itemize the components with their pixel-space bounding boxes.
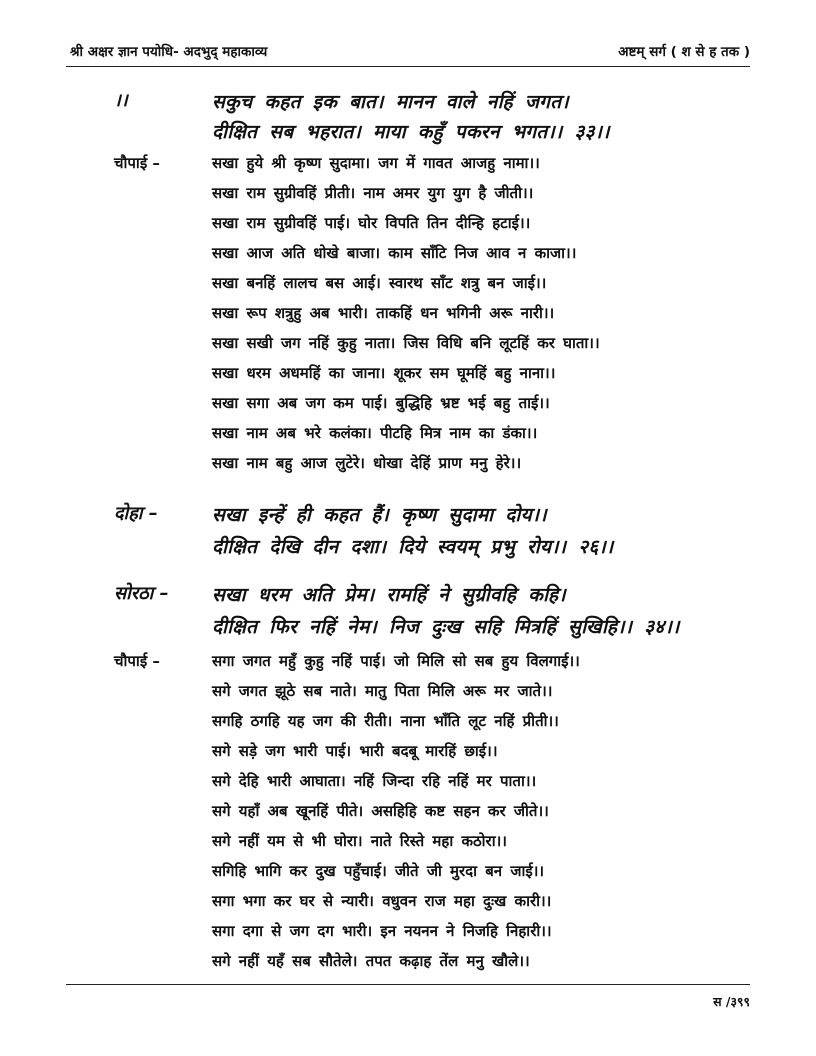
verse-line: सखा रूप शत्रुहु अब भारी। ताकहिं धन भगिनी अरू नारी।। xyxy=(212,304,555,322)
section-label-sortha: सोरठा – xyxy=(114,583,169,604)
verse-line: सगे यहाँ अब खूनहिं पीते। असहिहि कष्ट सहन कर जीते।। xyxy=(212,802,549,820)
verse-line: सकुच कहत इक बात। मानन वाले नहिं जगत। xyxy=(212,91,569,113)
section-label-doha: दोहा – xyxy=(114,503,158,524)
running-header-chapter: अष्टम् सर्ग ( श से ह तक ) xyxy=(618,44,750,60)
verse-line: सखा राम सुग्रीवहिं पाई। घोर विपति तिन दीन्हि हटाई।। xyxy=(212,214,531,232)
section-label-chaupai: चौपाई – xyxy=(114,652,160,670)
verse-line: सखा आज अति धोखे बाजा। काम साँटि निज आव न काजा।। xyxy=(212,244,577,262)
verse-line: सगे सड़े जग भारी पाई। भारी बदबू मारहिं छाई।। xyxy=(212,742,498,760)
verse-line: सगहि ठगहि यह जग की रीती। नाना भाँति लूट नहिं प्रीती।। xyxy=(212,712,559,730)
verse-line: दीक्षित देखि दीन दशा। दिये स्वयम् प्रभु रोय।। २६।। xyxy=(212,536,614,558)
verse-line: दीक्षित सब भहरात। माया कहुँ पकरन भगत।। ३३।। xyxy=(212,121,610,143)
verse-line: दीक्षित फिर नहिं नेम। निज दुःख सहि मित्रहिं सुखिहि।। ३४।। xyxy=(212,616,680,638)
verse-line: सखा सखी जग नहिं कुहु नाता। जिस विधि बनि लूटहिं कर घाता।। xyxy=(212,334,600,352)
header-rule xyxy=(66,66,750,67)
verse-line: सखा राम सुग्रीवहिं प्रीती। नाम अमर युग युग है जीती।। xyxy=(212,184,534,202)
verse-line: सगे नहीं यम से भी घोरा। नाते रिस्ते महा कठोरा।। xyxy=(212,832,507,850)
verse-line: सखा नाम बहु आज लुटेरे। धोखा देहिं प्राण मनु हेरे।। xyxy=(212,454,522,472)
page-number: स /३९९ xyxy=(713,994,750,1009)
running-header-title: श्री अक्षर ज्ञान पयोधि- अदभुद् महाकाव्य xyxy=(70,44,268,60)
section-label-doha-end: ।। xyxy=(114,90,128,111)
verse-line: सगा जगत महुँ कुहु नहिं पाई। जो मिलि सो सब हुय विलगाई।। xyxy=(212,652,580,670)
verse-line: सखा इन्हें ही कहत हैं। कृष्ण सुदामा दोय।। xyxy=(212,504,547,526)
verse-line: सखा हुये श्री कृष्ण सुदामा। जग में गावत आजहु नामा।। xyxy=(212,154,540,172)
verse-line: सखा सगा अब जग कम पाई। बुद्धिहि भ्रष्ट भई बहु ताई।। xyxy=(212,394,550,412)
verse-line: सखा धरम अधमहिं का जाना। शूकर सम घूमहिं बहु नाना।। xyxy=(212,364,556,382)
verse-line: सखा धरम अति प्रेम। रामहिं ने सुग्रीवहि कहि। xyxy=(212,584,566,606)
verse-line: सगे नहीं यहँ सब सौतेले। तपत कढ़ाह तेंल मनु खौले।। xyxy=(212,952,530,970)
verse-line: सगिहि भागि कर दुख पहुँचाई। जीते जी मुरदा बन जाई।। xyxy=(212,862,545,880)
verse-line: सखा बनहिं लालच बस आई। स्वारथ साँट शत्रु बन जाई।। xyxy=(212,274,547,292)
verse-line: सगा भगा कर घर से न्यारी। वधुवन राज महा दुःख कारी।। xyxy=(212,892,552,910)
verse-line: सगे जगत झूठे सब नाते। मातु पिता मिलि अरू मर जाते।। xyxy=(212,682,553,700)
verse-line: सगे देहि भारी आघाता। नहिं जिन्दा रहि नहिं मर पाता।। xyxy=(212,772,537,790)
section-label-chaupai: चौपाई – xyxy=(114,154,160,172)
footer-rule xyxy=(66,984,750,985)
verse-line: सगा दगा से जग दग भारी। इन नयनन ने निजहि निहारी।। xyxy=(212,922,552,940)
verse-line: सखा नाम अब भरे कलंका। पीटहि मित्र नाम का डंका।। xyxy=(212,424,538,442)
